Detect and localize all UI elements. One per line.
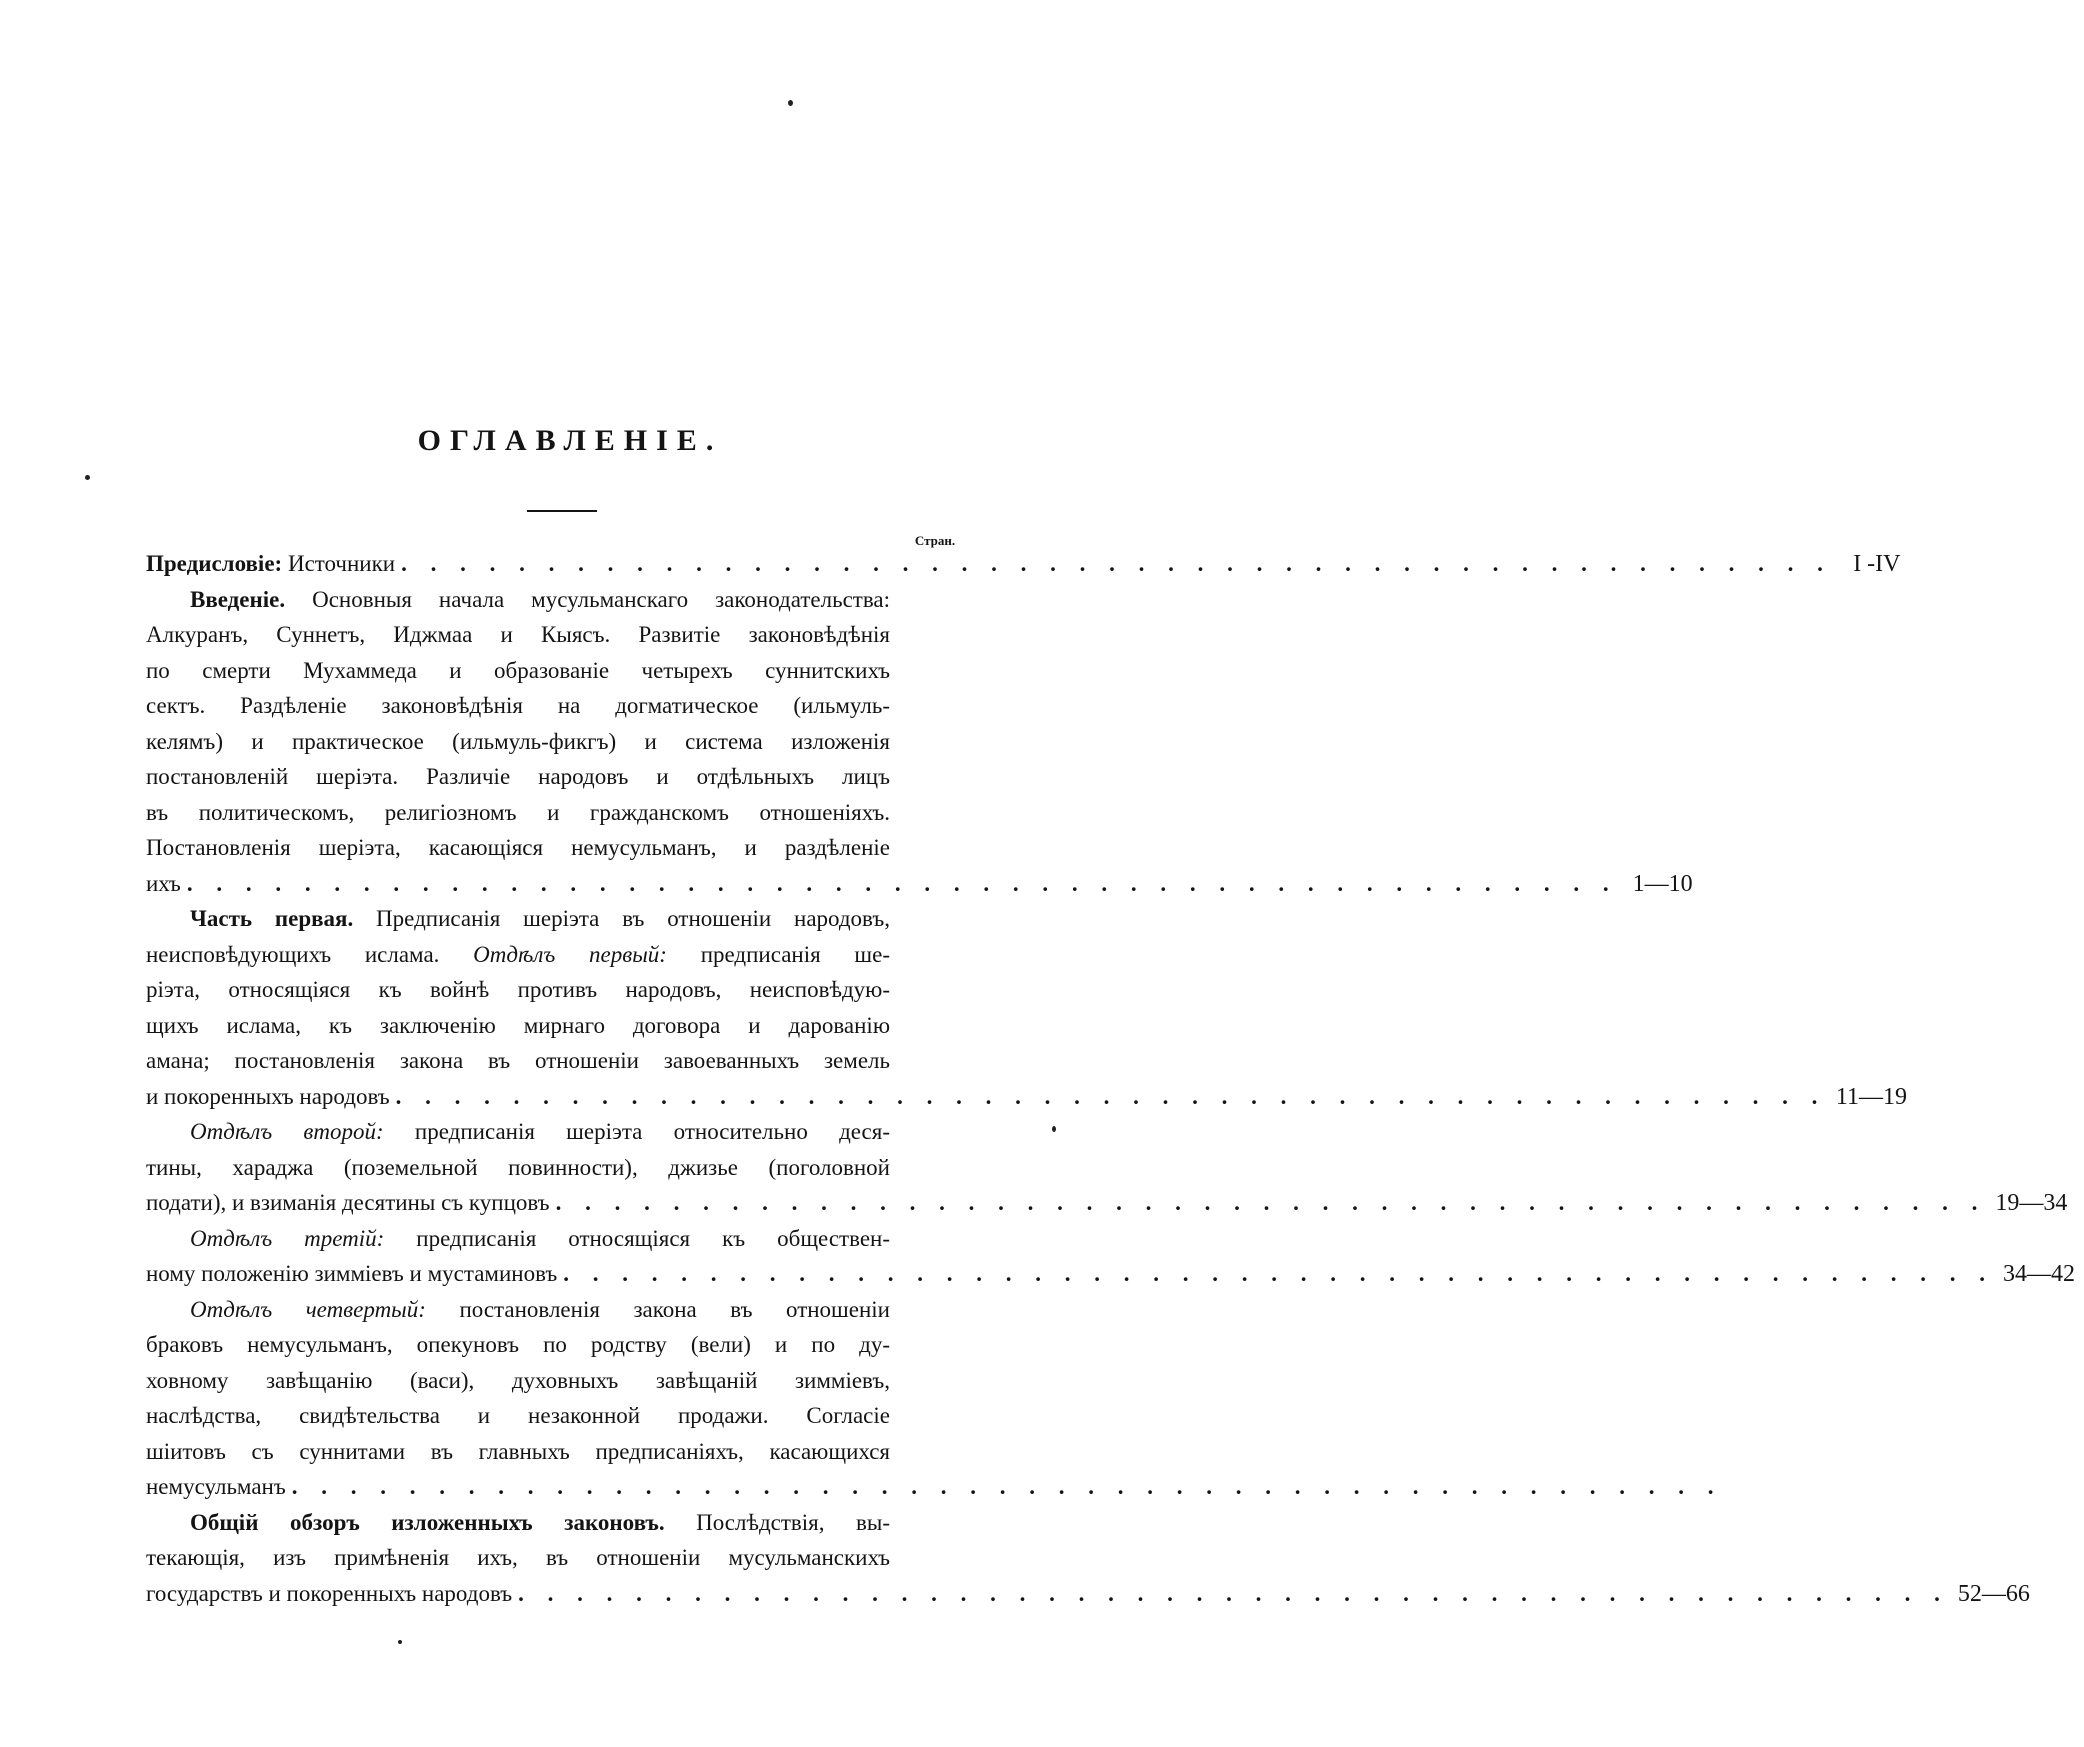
toc-entry — [146, 901, 1907, 1114]
toc-line-text — [146, 1079, 390, 1115]
toc-entry — [146, 1505, 2030, 1612]
toc-text: неисповѣдующихъ ислама. — [146, 941, 474, 967]
toc-line — [146, 866, 1693, 902]
toc-text: въ политическомъ, религіозномъ и гражданскомъ отношеніяхъ. — [146, 799, 890, 825]
toc-text: ріэта, относящіяся къ войнѣ противъ народовъ, неисповѣдую- — [146, 977, 890, 1002]
toc-text: Источники — [282, 551, 396, 576]
toc-line — [146, 1576, 2030, 1612]
toc-line — [146, 1185, 2068, 1221]
toc-entry — [146, 1292, 1723, 1505]
toc-line — [146, 546, 1901, 582]
toc-line — [146, 795, 890, 831]
toc-line — [146, 1114, 890, 1150]
toc-line — [146, 937, 890, 973]
toc-text: амана; постановленія закона въ отношеніи завоеванныхъ земель — [146, 1048, 890, 1073]
toc-section-label: Отдѣлъ второй: — [190, 1119, 384, 1144]
toc-line — [146, 1434, 890, 1470]
toc-entry — [146, 582, 1693, 902]
toc-line-text — [146, 1576, 512, 1612]
toc-section-label: Отдѣлъ первый: — [473, 941, 667, 967]
toc-line — [146, 1398, 890, 1434]
toc-entry — [146, 546, 1901, 582]
toc-line — [146, 1540, 890, 1576]
toc-line — [146, 582, 890, 618]
toc-line — [146, 830, 890, 866]
toc-line — [146, 1327, 890, 1363]
toc-line — [146, 901, 890, 937]
toc-text: и покоренныхъ народовъ — [146, 1083, 390, 1109]
toc-line — [146, 1150, 890, 1186]
toc-text: подати), и взиманія десятины съ купцовъ — [146, 1190, 550, 1215]
toc-line — [146, 1221, 890, 1257]
toc-line — [146, 724, 890, 760]
toc-line-text — [146, 1256, 557, 1292]
toc-line-text — [146, 1469, 286, 1505]
toc-section-label: Отдѣлъ четвертый: — [190, 1296, 426, 1322]
page-number: 52—66 — [1957, 1580, 2030, 1607]
toc-line — [146, 1043, 890, 1079]
toc-line — [146, 1505, 890, 1541]
toc-line — [146, 1469, 1723, 1505]
scan-speck — [85, 475, 90, 480]
toc-heading: Предисловіе: — [146, 551, 283, 576]
toc-text: сектъ. Раздѣленіе законовѣдѣнія на догматическое (ильмуль- — [146, 693, 890, 718]
page-column-header: Стран. — [914, 533, 956, 548]
toc-line-text — [146, 546, 395, 582]
toc-text: Основныя начала мусульманскаго законодательства: — [285, 586, 890, 612]
toc-section-label: Отдѣлъ третій: — [190, 1225, 385, 1251]
toc-text: наслѣдства, свидѣтельства и незаконной продажи. Согласіе — [146, 1403, 890, 1428]
page-number: 19—34 — [1995, 1190, 2068, 1216]
toc-text: предписанія относящіяся къ обществен- — [384, 1225, 890, 1251]
toc-text: Постановленія шеріэта, касающіяся немусульманъ, и раздѣленіе — [146, 835, 890, 860]
page-number: 1—10 — [1632, 870, 1693, 897]
toc-text: келямъ) и практическое (ильмуль-фикгъ) и система изложенія — [146, 728, 890, 754]
dot-leader: . . . . . . . . . . . . . . . . . . . . . . . . . . . . . . . . . . . . . . . . . . . . . . . . . — [555, 1190, 1987, 1215]
toc-text: немусульманъ — [146, 1474, 286, 1499]
dot-leader: . . . . . . . . . . . . . . . . . . . . . . . . . . . . . . . . . . . . . . . . . . . . . . . . . — [395, 1083, 1827, 1109]
toc-text: ховному завѣщанію (васи), духовныхъ завѣщаній зимміевъ, — [146, 1367, 890, 1393]
toc-entry — [146, 1221, 2076, 1292]
scan-speck — [788, 100, 793, 106]
toc-line-text — [146, 866, 181, 902]
toc-text: шіитовъ съ суннитами въ главныхъ предписаніяхъ, касающихся — [146, 1438, 890, 1464]
dot-leader: . . . . . . . . . . . . . . . . . . . . . . . . . . . . . . . . . . . . . . . . . . . . . . . . . — [401, 551, 1832, 576]
toc-text: ному положенію зимміевъ и мустаминовъ — [146, 1261, 558, 1286]
toc-line-text — [146, 1185, 550, 1221]
toc-text: постановленій шеріэта. Различіе народовъ и отдѣльныхъ лицъ — [146, 764, 890, 789]
dot-leader: . . . . . . . . . . . . . . . . . . . . . . . . . . . . . . . . . . . . . . . . . . . . . . . . . — [518, 1580, 1949, 1606]
toc-entry — [146, 1114, 2068, 1221]
toc-line — [146, 759, 890, 795]
toc-line — [146, 617, 890, 653]
scan-speck — [398, 1640, 402, 1644]
toc-text: предписанія шеріэта относительно деся- — [383, 1119, 891, 1144]
toc-heading: Часть первая. — [190, 906, 354, 931]
toc-line — [146, 1292, 890, 1328]
toc-text: государствъ и покоренныхъ народовъ — [146, 1580, 513, 1606]
toc-text: Послѣдствія, вы- — [664, 1509, 890, 1535]
page-number: I -IV — [1853, 551, 1901, 577]
toc-text: браковъ немусульманъ, опекуновъ по родству (вели) и по ду- — [146, 1332, 890, 1357]
toc-text: щихъ ислама, къ заключенію мирнаго договора и дарованію — [146, 1012, 890, 1038]
dot-leader: . . . . . . . . . . . . . . . . . . . . . . . . . . . . . . . . . . . . . . . . . . . . . . . . . — [563, 1261, 1995, 1286]
toc-text: предписанія ше- — [666, 941, 891, 967]
toc-line — [146, 1008, 890, 1044]
toc-text: тины, хараджа (поземельной повинности), джизье (поголовной — [146, 1154, 890, 1180]
dot-leader: . . . . . . . . . . . . . . . . . . . . . . . . . . . . . . . . . . . . . . . . . . . . . . . . . — [186, 870, 1618, 896]
toc-text: по смерти Мухаммеда и образованіе четырехъ суннитскихъ — [146, 657, 890, 683]
scan-speck — [1052, 1126, 1056, 1132]
toc-heading: Введеніе. — [190, 586, 286, 612]
dot-leader: . . . . . . . . . . . . . . . . . . . . . . . . . . . . . . . . . . . . . . . . . . . . . . . . . — [291, 1474, 1723, 1499]
toc-line — [146, 972, 890, 1008]
table-of-contents — [146, 546, 2076, 1611]
toc-line — [146, 688, 890, 724]
page-number: 11—19 — [1835, 1083, 1907, 1110]
toc-text: текающія, изъ примѣненія ихъ, въ отношеніи мусульманскихъ — [146, 1545, 890, 1570]
toc-line — [146, 653, 890, 689]
toc-heading: Общій обзоръ изложенныхъ законовъ. — [190, 1509, 665, 1535]
toc-text: ихъ — [146, 870, 181, 896]
toc-line — [146, 1079, 1907, 1115]
title-rule — [527, 510, 597, 512]
page-title: ОГЛАВЛЕНІЕ. — [417, 424, 723, 457]
toc-text: Предписанія шеріэта въ отношеніи народовъ, — [353, 906, 890, 931]
toc-text: Алкуранъ, Суннетъ, Иджмаа и Кыясъ. Развитіе законовѣдѣнія — [146, 622, 890, 647]
toc-text: постановленія закона въ отношеніи — [425, 1296, 890, 1322]
page-number: 34—42 — [2003, 1261, 2076, 1287]
toc-line — [146, 1363, 890, 1399]
toc-line — [146, 1256, 2076, 1292]
